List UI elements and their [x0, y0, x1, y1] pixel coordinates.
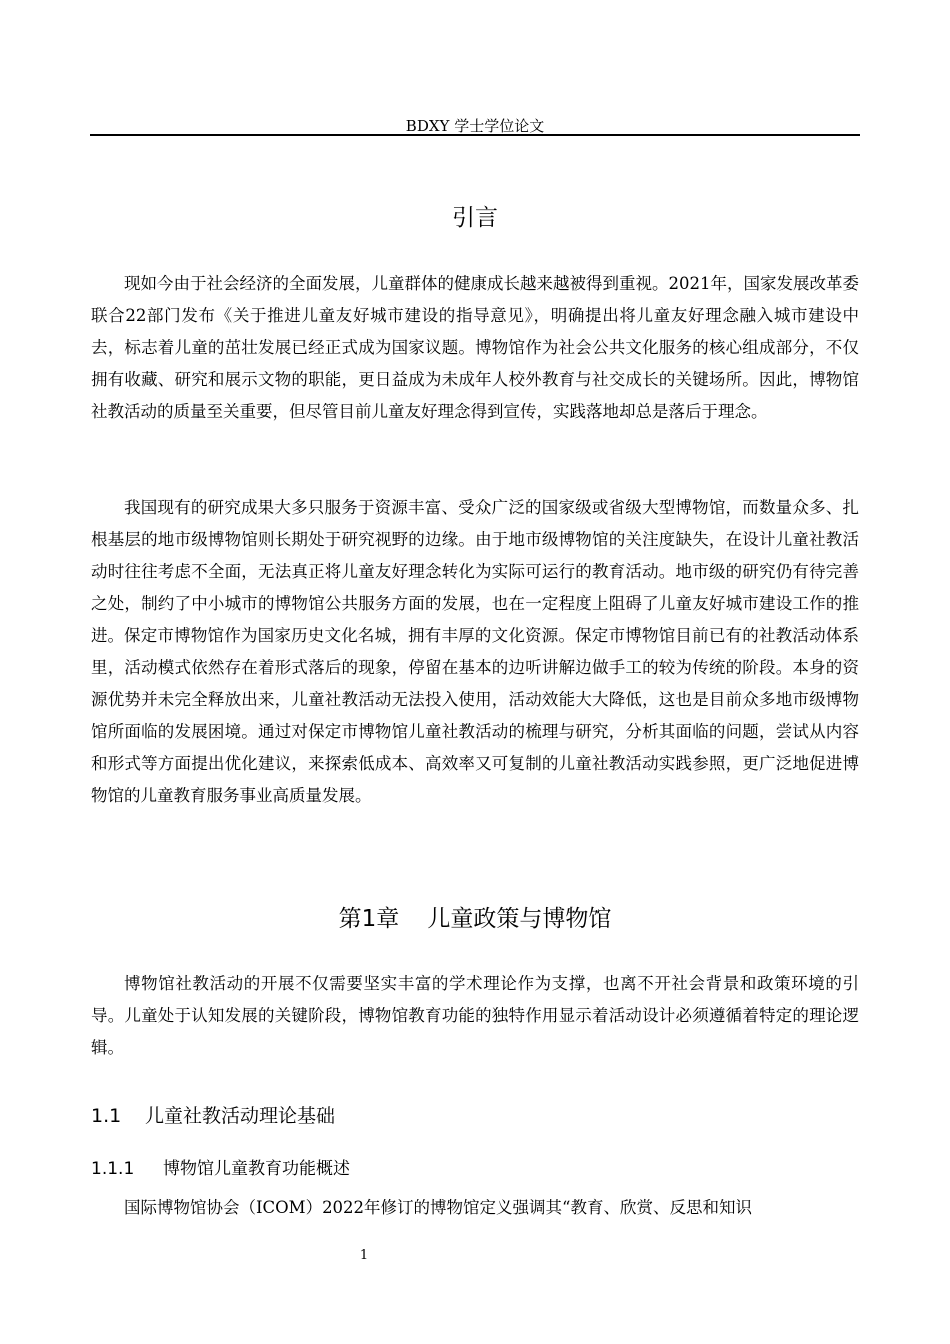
header-divider — [90, 134, 860, 136]
subsection-paragraph: 国际博物馆协会（ICOM）2022年修订的博物馆定义强调其“教育、欣赏、反思和知识 — [124, 1198, 752, 1217]
intro-paragraph-2: 我国现有的研究成果大多只服务于资源丰富、受众广泛的国家级或省级大型博物馆，而数量众多、扎根基层的地市级博物馆则长期处于研究视野的边缘。由于地市级博物馆的关注度缺失，在设计儿童社教活动时往往考虑不全面，无法真正将儿童友好理念转化为实际可运行的教育活动。地市级的研究仍有待完善之处，制约了中小城市的博物馆公共服务方面的发展，也在一定程度上阻碍了儿童友好城市建设工作的推进。 — [91, 498, 859, 645]
chapter-title-text: 儿童政策与博物馆 — [427, 906, 612, 932]
chapter-1-title — [0, 904, 950, 934]
page-number: 1 — [359, 1248, 369, 1263]
subsection-heading-1-1-1 — [91, 1157, 350, 1181]
subsection-title: 博物馆儿童教育功能概述 — [163, 1159, 350, 1179]
intro-title: 引言 — [452, 205, 498, 231]
running-header: BDXY 学士学位论文 — [405, 117, 545, 135]
intro-paragraph-3: 保定市博物馆作为国家历史文化名城，拥有丰厚的文化资源。保定市博物馆目前已有的社教活动体系里，活动模式依然存在着形式落后的现象，停留在基本的边听讲解边做手工的较为传统的阶段。本身的资源优势并未完全释放出来，儿童社教活动无法投入使用，活动效能大大降低，这也是目前众多地市级博物馆所面临的发展困境。通过对保定市博物馆儿童社教活动的梳理与研究，分析其面临的问题，尝试从内容和形式等方面提出优化建议，来探索低成本、高效率又可复制的儿童社教活动实践参照，更广泛地促进博物馆的儿童教育服务事业高质量发展。 — [91, 626, 859, 805]
chapter-1-paragraph: 博物馆社教活动的开展不仅需要坚实丰富的学术理论作为支撑，也离不开社会背景和政策环境的引导。儿童处于认知发展的关键阶段，博物馆教育功能的独特作用显示着活动设计必须遵循着特定的理论逻辑。 — [91, 974, 859, 1057]
section-number: 1.1 — [91, 1105, 122, 1127]
section-title: 儿童社教活动理论基础 — [145, 1105, 336, 1127]
subsection-number: 1.1.1 — [91, 1159, 135, 1179]
section-heading-1-1 — [91, 1103, 335, 1129]
intro-paragraph-1: 现如今由于社会经济的全面发展，儿童群体的健康成长越来越被得到重视。2021年，国家发展改革委联合22部门发布《关于推进儿童友好城市建设的指导意见》，明确提出将儿童友好理念融入城市建设中去，标志着儿童的茁壮发展已经正式成为国家议题。博物馆作为社会公共文化服务的核心组成部分，不仅拥有收藏、研究和展示文物的职能，更日益成为未成年人校外教育与社交成长的关键场所。因此，博物馆社教活动的质量至关重要，但尽管目前儿童友好理念得到宣传，实践落地却总是落后于理念。 — [91, 274, 859, 421]
chapter-number: 第1章 — [338, 906, 400, 932]
